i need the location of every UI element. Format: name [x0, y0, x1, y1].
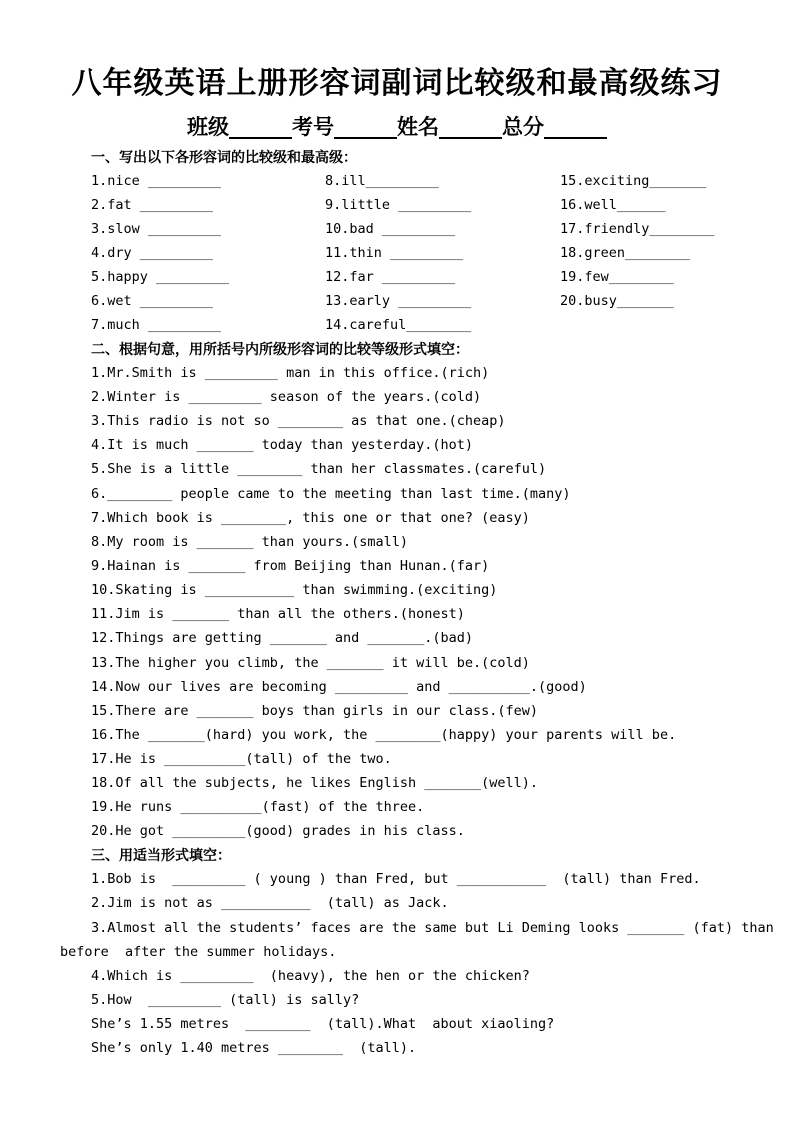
s1-item: 6.wet _________ [91, 293, 213, 309]
s1-item: 19.few________ [560, 269, 674, 285]
s2-item: 7.Which book is ________, this one or that one? (easy) [91, 510, 530, 526]
s3-item-continuation: before after the summer holidays. [60, 944, 337, 960]
s3-item-continuation: She’s only 1.40 metres ________ (tall). [91, 1040, 417, 1056]
s1-item: 14.careful________ [325, 317, 472, 333]
s3-item-continuation: She’s 1.55 metres ________ (tall).What about xiaoling? [91, 1016, 555, 1032]
s3-item: 4.Which is _________ (heavy), the hen or the chicken? [91, 968, 530, 984]
s2-item: 6.________ people came to the meeting than last time.(many) [91, 486, 571, 502]
section-3-heading: 三、用适当形式填空： [91, 848, 231, 864]
student-info-line: 班级______考号______姓名______总分______ [187, 115, 607, 139]
s1-item: 11.thin _________ [325, 245, 464, 261]
s2-item: 5.She is a little ________ than her classmates.(careful) [91, 461, 547, 477]
s2-item: 11.Jim is _______ than all the others.(honest) [91, 606, 465, 622]
s2-item: 14.Now our lives are becoming _________ and __________.(good) [91, 679, 587, 695]
s2-item: 18.Of all the subjects, he likes English _______(well). [91, 775, 539, 791]
s1-item: 5.happy _________ [91, 269, 230, 285]
s3-item: 5.How _________ (tall) is sally? [91, 992, 360, 1008]
s2-item: 8.My room is _______ than yours.(small) [91, 534, 408, 550]
s2-item: 15.There are _______ boys than girls in our class.(few) [91, 703, 539, 719]
s2-item: 10.Skating is ___________ than swimming.(exciting) [91, 582, 498, 598]
s2-item: 2.Winter is _________ season of the years.(cold) [91, 389, 482, 405]
s1-item: 3.slow _________ [91, 221, 222, 237]
s1-item: 8.ill_________ [325, 173, 439, 189]
s1-item: 1.nice _________ [91, 173, 222, 189]
s1-item: 7.much _________ [91, 317, 222, 333]
s1-item: 15.exciting_______ [560, 173, 707, 189]
s1-item: 18.green________ [560, 245, 691, 261]
s2-item: 4.It is much _______ today than yesterday.(hot) [91, 437, 474, 453]
page-title: 八年级英语上册形容词副词比较级和最高级练习 [71, 66, 723, 101]
s2-item: 13.The higher you climb, the _______ it will be.(cold) [91, 655, 530, 671]
s1-item: 10.bad _________ [325, 221, 456, 237]
s1-item: 13.early _________ [325, 293, 472, 309]
s2-item: 3.This radio is not so ________ as that one.(cheap) [91, 413, 506, 429]
s2-item: 9.Hainan is _______ from Beijing than Hunan.(far) [91, 558, 490, 574]
s2-item: 17.He is __________(tall) of the two. [91, 751, 392, 767]
s3-item: 1.Bob is _________ ( young ) than Fred, but ___________ (tall) than Fred. [91, 871, 701, 887]
s1-item: 9.little _________ [325, 197, 472, 213]
s1-item: 20.busy_______ [560, 293, 674, 309]
section-1-heading: 一、写出以下各形容词的比较级和最高级： [91, 150, 357, 166]
s2-item: 20.He got _________(good) grades in his class. [91, 823, 465, 839]
s1-item: 2.fat _________ [91, 197, 213, 213]
s1-item: 16.well______ [560, 197, 666, 213]
s3-item: 2.Jim is not as ___________ (tall) as Jack. [91, 895, 449, 911]
s2-item: 16.The _______(hard) you work, the ________(happy) your parents will be. [91, 727, 677, 743]
s1-item: 4.dry _________ [91, 245, 213, 261]
s2-item: 1.Mr.Smith is _________ man in this office.(rich) [91, 365, 490, 381]
s2-item: 12.Things are getting _______ and _______.(bad) [91, 630, 474, 646]
s2-item: 19.He runs __________(fast) of the three. [91, 799, 425, 815]
section-2-heading: 二、根据句意，用所括号内所级形容词的比较等级形式填空： [91, 342, 469, 358]
s1-item: 12.far _________ [325, 269, 456, 285]
s1-item: 17.friendly________ [560, 221, 715, 237]
s3-item: 3.Almost all the students’ faces are the same but Li Deming looks _______ (fat) than [91, 920, 774, 936]
